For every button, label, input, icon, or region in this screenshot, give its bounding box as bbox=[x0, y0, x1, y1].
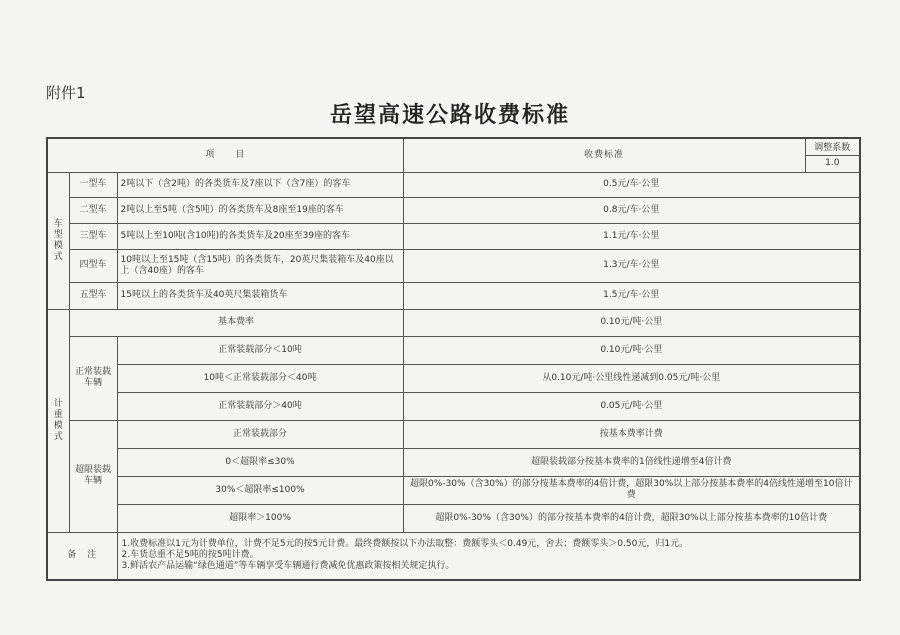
over-standard: 按基本费率计费 bbox=[403, 420, 860, 448]
vehicle-desc: 15吨以上的各类货车及40英尺集装箱货车 bbox=[117, 282, 403, 309]
over-load-label: 超限装载 车辆 bbox=[69, 420, 117, 532]
normal-load-label: 正常装载 车辆 bbox=[69, 336, 117, 420]
table-row bbox=[47, 249, 860, 282]
normal-desc: 正常装载部分＜10吨 bbox=[117, 336, 403, 364]
table-row bbox=[47, 364, 860, 392]
vehicle-standard: 1.3元/车·公里 bbox=[403, 249, 860, 282]
table-row bbox=[47, 448, 860, 476]
over-desc: 超限率＞100% bbox=[117, 504, 403, 532]
table-row bbox=[47, 223, 860, 249]
vehicle-standard: 1.1元/车·公里 bbox=[403, 223, 860, 249]
table-row bbox=[47, 420, 860, 448]
vehicle-type: 五型车 bbox=[69, 282, 117, 309]
table-row bbox=[47, 282, 860, 309]
vehicle-type: 二型车 bbox=[69, 197, 117, 223]
vehicle-type: 一型车 bbox=[69, 172, 117, 197]
over-standard: 超限0%-30%（含30%）的部分按基本费率的4倍计费，超限30%以上部分按基本费率的4倍线性递增至10倍计费 bbox=[403, 476, 860, 504]
coefficient-label: 调整系数 bbox=[806, 141, 860, 156]
coefficient-value: 1.0 bbox=[825, 157, 840, 168]
vehicle-mode-label: 车 型 模 式 bbox=[47, 172, 69, 309]
fee-standard-table bbox=[46, 137, 861, 581]
over-standard: 超限0%-30%（含30%）的部分按基本费率的4倍计费，超限30%以上部分按基本费率的10倍计费 bbox=[403, 504, 860, 532]
over-desc: 正常装载部分 bbox=[117, 420, 403, 448]
vehicle-desc: 10吨以上至15吨（含15吨）的各类货车，20英尺集装箱车及40座以上（含40座）的客车 bbox=[117, 249, 403, 282]
weight-mode-label: 计 重 模 式 bbox=[47, 309, 69, 532]
table-row bbox=[47, 309, 860, 336]
table-row bbox=[47, 197, 860, 223]
remarks-row bbox=[47, 532, 860, 580]
normal-desc: 正常装载部分＞40吨 bbox=[117, 392, 403, 420]
table-header-row bbox=[47, 138, 860, 172]
normal-standard: 0.05元/吨·公里 bbox=[403, 392, 860, 420]
table-row bbox=[47, 392, 860, 420]
base-rate-standard: 0.10元/吨·公里 bbox=[403, 309, 860, 336]
attachment-label: 附件1 bbox=[46, 84, 86, 102]
base-rate-label: 基本费率 bbox=[69, 309, 403, 336]
header-standard: 收费标准 bbox=[403, 138, 805, 172]
vehicle-desc: 5吨以上至10吨(含10吨)的各类货车及20座至39座的客车 bbox=[117, 223, 403, 249]
table-row bbox=[47, 336, 860, 364]
vehicle-desc: 2吨以下（含2吨）的各类货车及7座以下（含7座）的客车 bbox=[117, 172, 403, 197]
normal-desc: 10吨＜正常装载部分＜40吨 bbox=[117, 364, 403, 392]
vehicle-standard: 0.5元/车·公里 bbox=[403, 172, 860, 197]
normal-standard: 从0.10元/吨·公里线性递减到0.05元/吨·公里 bbox=[403, 364, 860, 392]
remark-line: 1.收费标准以1元为计费单位，计费不足5元的按5元计费。最终费额按以下办法取整：费额零头＜0.49元，舍去；费额零头＞0.50元，归1元。 bbox=[121, 539, 689, 550]
remark-line: 2.车货总重不足5吨的按5吨计费。 bbox=[121, 550, 259, 561]
table-row bbox=[47, 172, 860, 197]
over-standard: 超限装载部分按基本费率的1倍线性递增至4倍计费 bbox=[403, 448, 860, 476]
vehicle-standard: 1.5元/车·公里 bbox=[403, 282, 860, 309]
remarks-content bbox=[117, 532, 860, 580]
vehicle-type: 四型车 bbox=[69, 249, 117, 282]
over-desc: 0＜超限率≤30% bbox=[117, 448, 403, 476]
normal-standard: 0.10元/吨·公里 bbox=[403, 336, 860, 364]
over-desc: 30%＜超限率≤100% bbox=[117, 476, 403, 504]
remarks-label: 备 注 bbox=[47, 532, 117, 580]
remark-line: 3.鲜活农产品运输“绿色通道”等车辆享受车辆通行费减免优惠政策按相关规定执行。 bbox=[121, 561, 455, 572]
header-item: 项 目 bbox=[47, 138, 403, 172]
vehicle-type: 三型车 bbox=[69, 223, 117, 249]
page-title: 岳望高速公路收费标准 bbox=[329, 103, 570, 128]
header-coefficient bbox=[805, 138, 860, 172]
table-row bbox=[47, 476, 860, 504]
table-row bbox=[47, 504, 860, 532]
vehicle-desc: 2吨以上至5吨（含5吨）的各类货车及8座至19座的客车 bbox=[117, 197, 403, 223]
vehicle-standard: 0.8元/车·公里 bbox=[403, 197, 860, 223]
